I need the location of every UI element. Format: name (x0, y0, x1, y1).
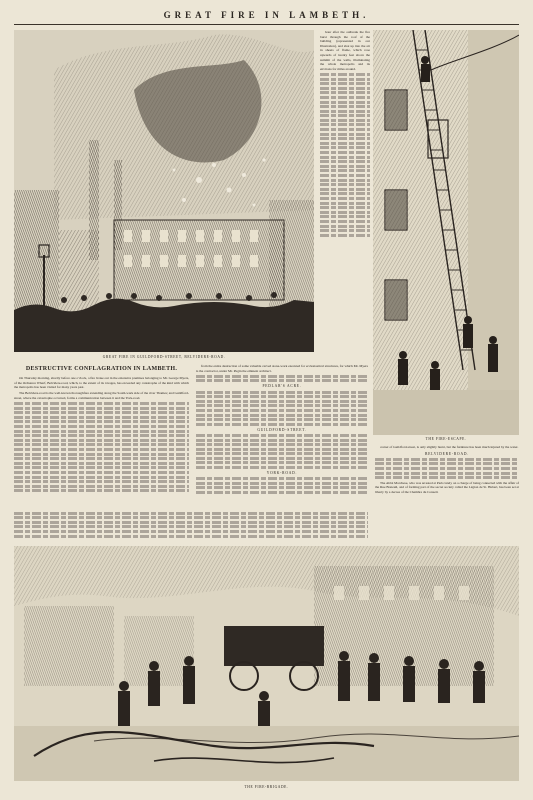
illustration-fire-brigade (14, 546, 519, 781)
caption-fire-escape: THE FIRE-ESCAPE. (425, 437, 467, 441)
article-column-2 (196, 364, 368, 504)
page-title: GREAT FIRE IN LAMBETH. (163, 10, 370, 20)
caption-fire-brigade: THE FIRE-BRIGADE. (244, 785, 289, 789)
subheading-guildford-street: GUILDFORD-STREET. (257, 427, 307, 432)
illustration-fire-guildford-street (14, 30, 314, 352)
article-col2-intro: from the entire destruction of some valuable carved stone-work executed for ecclesiastical structures, for which Mr. Myers is the contractor, under Mr. Pugin the eminent architect. (196, 364, 368, 373)
side-paragraph: hour after the outbreak the fire burst through the roof of the building (represented in our Illustration), and shot up into the air in sheets of flame, which rose upwards of twenty feet above the summit of the walls, illuminating the whole metropolis and its environs for miles around. (320, 30, 370, 71)
illustration-fire-escape (373, 30, 519, 435)
subheading-belvidere-road: BELVIDERE-ROAD. (425, 451, 469, 456)
article-column-1 (14, 364, 189, 509)
article-side-column (320, 30, 370, 340)
article-right-paragraph: The Abbé Marchese, who was arrested at Paris lately on a charge of being connected with the affair of the Rue Breteuil, and of forming part of the secret society called the Légion de St. Hubert, has been set at liberty by a decree of the Chambre du Conseil. (375, 480, 519, 494)
header-rule (14, 24, 519, 25)
article-paragraph: The Belvidere-road is the well-known thoroughfare extending along the South-wark side of the river Thames; and Guildford-street, where the catastrophe occurred, forms a communication between it and the York-road. (14, 391, 189, 400)
subheading-york-road: YORK-ROAD. (266, 471, 298, 476)
caption-fire-guildford-street: GREAT FIRE IN GUILDFORD-STREET, BELVIDERE-ROAD. (102, 355, 226, 359)
article-lower-text (14, 510, 368, 540)
article-right-intro: corner of Guildford-street, is only slightly burnt, but the furniture has been much injured by the water. (380, 445, 519, 449)
article-intro: On Thursday morning, shortly before one o'clock, a fire broke out in the extensive premises belonging to Mr. George Myers, of the Ordnance Wharf, Belvidere-road, which, to the extent of its ravages, has exceeded any catastrophe of the kind with which the metropolis has been visited for many years past. (14, 376, 189, 390)
article-heading: DESTRUCTIVE CONFLAGRATION IN LAMBETH. (25, 366, 178, 372)
subheading-pedlars-acre: PEDLAR'S ACRE. (262, 384, 302, 389)
article-column-right (375, 445, 519, 540)
